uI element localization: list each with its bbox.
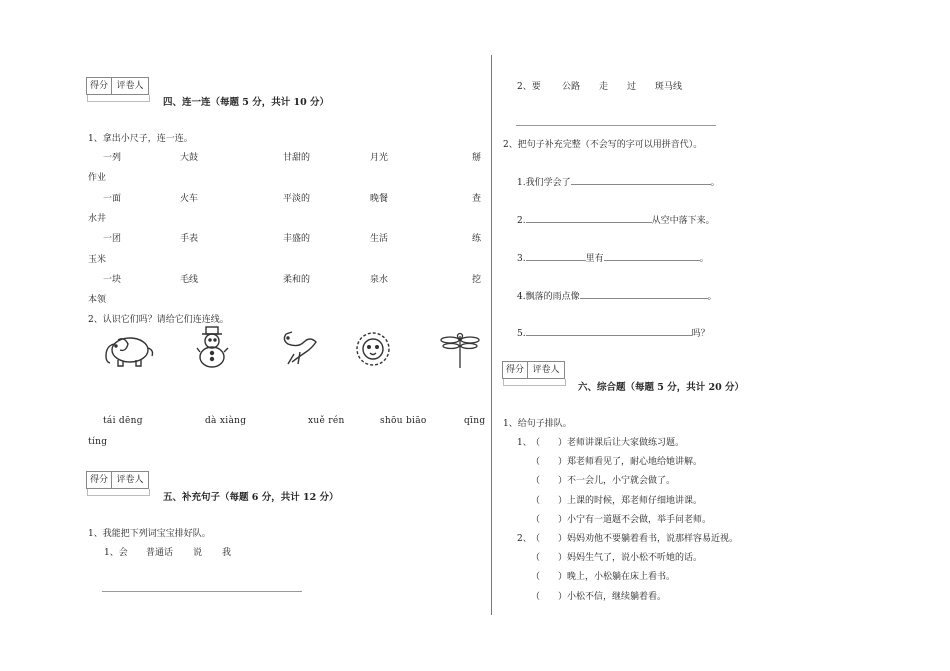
- order-blank[interactable]: （: [531, 476, 541, 487]
- score-box: [86, 77, 149, 95]
- crane-bird-icon: [278, 330, 318, 368]
- match-cell: 作业: [88, 173, 107, 184]
- section4-title: 四、连一连（每题 5 分，共计 10 分）: [163, 97, 330, 108]
- order-text: ）不一会儿，小宁就会做了。: [558, 476, 676, 487]
- word2-4: 过: [627, 82, 637, 92]
- match-cell: 晚餐: [370, 193, 389, 204]
- order-text: ）小松不信，继续躺着看。: [558, 591, 667, 602]
- group-number: 2、: [517, 534, 532, 544]
- order-item: [517, 531, 738, 544]
- dragonfly-icon: [440, 330, 480, 370]
- match-cell: 毛线: [180, 274, 199, 285]
- pinyin-5: qīng: [464, 416, 486, 426]
- section5-q1: 1、我能把下列词宝宝排好队。: [88, 529, 211, 539]
- order-text: ）小宁有一道题不会做，举手问老师。: [558, 514, 712, 525]
- order-item: [517, 454, 702, 467]
- word2-3: 走: [599, 82, 609, 92]
- score-box: [502, 361, 565, 379]
- order-item: [517, 493, 702, 506]
- section4-q2: 2、认识它们吗？请给它们连连线。: [88, 315, 229, 325]
- match-cell: 一列: [103, 153, 122, 163]
- match-cell: 水井: [88, 213, 107, 224]
- order-text: ）晚上，小松躺在床上看书。: [558, 572, 676, 583]
- sentence-1: 1.我们学会了 。: [517, 175, 720, 188]
- group-number: 1、: [517, 438, 532, 448]
- lion-face-icon: [353, 330, 393, 368]
- word-2: 普通话: [146, 548, 174, 558]
- order-blank[interactable]: （: [531, 495, 541, 506]
- score-box: [86, 471, 149, 489]
- order-item: [517, 589, 666, 602]
- order-blank[interactable]: （: [531, 591, 541, 602]
- pinyin-4: shōu biāo: [380, 416, 427, 426]
- match-cell: 丰盛的: [283, 234, 311, 245]
- match-cell: 柔和的: [283, 274, 311, 285]
- pinyin-1: tái dēng: [103, 416, 143, 426]
- order-item: [517, 473, 675, 486]
- match-cell: 生活: [370, 234, 389, 245]
- order-item: [517, 512, 711, 525]
- match-cell: 泉水: [370, 274, 389, 285]
- pinyin-3: xuě rén: [308, 416, 345, 426]
- blank[interactable]: [526, 213, 652, 223]
- answer-line[interactable]: [102, 591, 302, 592]
- word-1: 1、会: [104, 548, 128, 558]
- sentence-5: 5. 吗？: [517, 326, 710, 339]
- match-cell: 一面: [103, 193, 122, 204]
- order-text: ）妈妈劝他不要躺着看书，说那样容易近视。: [558, 534, 739, 544]
- word2-2: 公路: [562, 82, 581, 92]
- word2-5: 斑马线: [655, 82, 683, 92]
- match-cell: 挖: [472, 274, 482, 285]
- order-blank[interactable]: （: [531, 438, 541, 448]
- word-4: 我: [222, 548, 232, 558]
- score-label: 得分: [87, 78, 112, 94]
- blank[interactable]: [526, 251, 586, 261]
- blank[interactable]: [526, 326, 692, 336]
- reviewer-label: 评卷人: [116, 475, 144, 485]
- match-cell: 掰: [472, 153, 482, 163]
- snowman-icon: [196, 326, 230, 368]
- order-blank[interactable]: （: [531, 514, 541, 525]
- blank[interactable]: [604, 251, 700, 261]
- sentence-2: 2. 从空中落下来。: [517, 213, 715, 226]
- match-cell: 月光: [370, 153, 389, 163]
- match-cell: 本领: [88, 295, 107, 306]
- blank[interactable]: [580, 289, 708, 299]
- order-text: ）郑老师看见了，耐心地给她讲解。: [558, 457, 703, 468]
- word-3: 说: [193, 548, 203, 558]
- match-cell: 查: [472, 193, 482, 204]
- reviewer-label: 评卷人: [116, 81, 144, 91]
- order-item: [517, 550, 702, 563]
- order-item: [517, 569, 675, 582]
- order-text: ）妈妈生气了，说小松不听她的话。: [558, 553, 703, 564]
- match-cell: 大鼓: [180, 153, 199, 163]
- section4-q1: 1、拿出小尺子，连一连。: [88, 134, 193, 144]
- score-label: 得分: [503, 362, 528, 378]
- section6-q1: 1、给句子排队。: [503, 419, 572, 429]
- answer-line[interactable]: [516, 125, 716, 126]
- order-item: [517, 435, 684, 448]
- match-cell: 一块: [103, 274, 122, 285]
- order-blank[interactable]: （: [531, 457, 541, 468]
- order-blank[interactable]: （: [531, 534, 541, 544]
- score-label: 得分: [87, 472, 112, 488]
- match-cell: 一团: [103, 234, 122, 245]
- match-cell: 手表: [180, 234, 199, 245]
- elephant-icon: [100, 332, 156, 368]
- match-cell: 玉米: [88, 254, 107, 265]
- sentence-3: 3. 里有 。: [517, 251, 709, 264]
- order-text: ）老师讲课后让大家做练习题。: [558, 438, 685, 448]
- reviewer-label: 评卷人: [532, 365, 560, 375]
- order-blank[interactable]: （: [531, 572, 541, 583]
- word2-1: 2、要: [517, 82, 541, 92]
- order-blank[interactable]: （: [531, 553, 541, 564]
- section6-title: 六、综合题（每题 5 分，共计 20 分）: [578, 382, 745, 393]
- section5-q2: 2、把句子补充完整（不会写的字可以用拼音代）。: [503, 140, 703, 150]
- match-cell: 火车: [180, 193, 199, 204]
- match-cell: 平淡的: [283, 193, 311, 204]
- order-text: ）上课的时候，郑老师仔细地讲课。: [558, 495, 703, 506]
- pinyin-wrap: tíng: [88, 437, 108, 447]
- sentence-4: 4.飘落的雨点像 。: [517, 289, 717, 302]
- column-divider: [491, 55, 492, 615]
- match-cell: 练: [472, 234, 482, 245]
- match-cell: 甘甜的: [283, 153, 311, 163]
- pinyin-2: dà xiàng: [205, 416, 247, 426]
- blank[interactable]: [571, 175, 711, 185]
- section5-title: 五、补充句子（每题 6 分，共计 12 分）: [163, 492, 339, 503]
